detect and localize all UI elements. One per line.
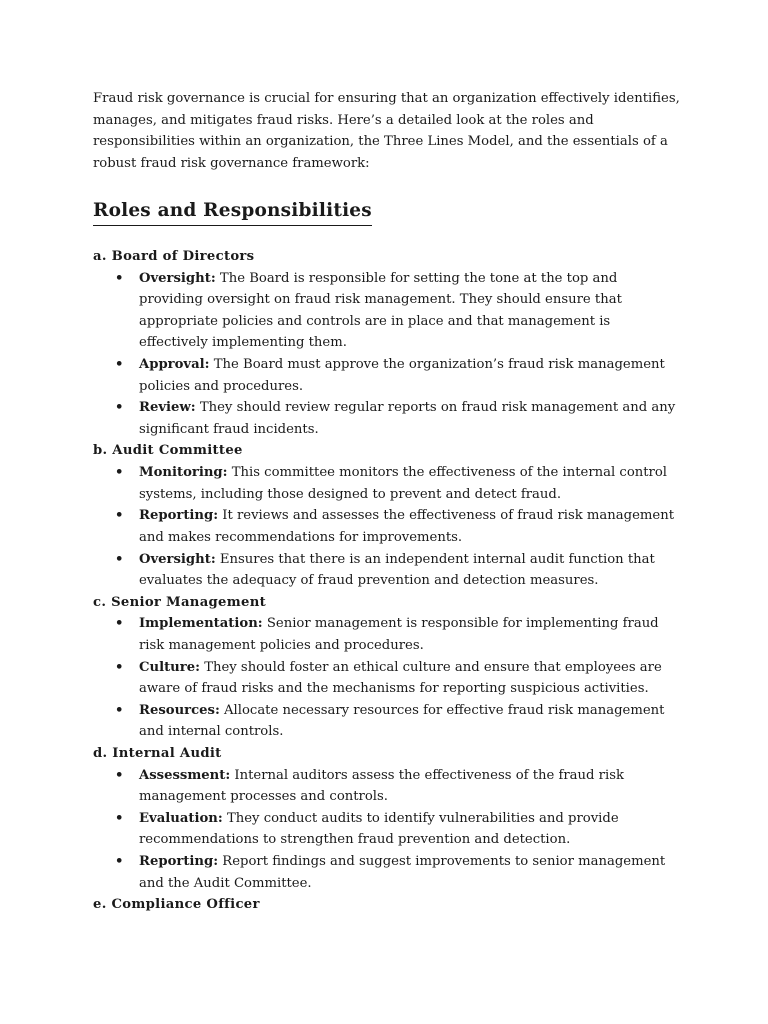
bullet-term: Approval: <box>139 357 210 373</box>
bullet-text: Internal auditors assess the effectiveness of the fraud risk management processes and controls. <box>139 767 624 805</box>
list-item <box>139 268 683 354</box>
bullet-term: Review: <box>139 400 196 416</box>
role-section-senior-management <box>93 592 683 743</box>
bullet-term: Oversight: <box>139 551 216 567</box>
bullet-text: They should review regular reports on fraud risk management and any significant fraud incidents. <box>139 400 676 437</box>
role-title: e. Compliance Officer <box>93 897 260 913</box>
bullet-text: Senior management is responsible for implementing fraud risk management policies and procedures. <box>139 616 659 654</box>
bullet-list <box>93 462 683 592</box>
bullet-list <box>93 765 683 895</box>
bullet-text: It reviews and assesses the effectiveness of fraud risk management and makes recommendations for improvements. <box>139 508 674 545</box>
list-item <box>139 851 683 894</box>
bullet-term: Reporting: <box>139 508 219 524</box>
role-section-board <box>93 246 683 440</box>
list-item <box>139 549 683 592</box>
role-title: b. Audit Committee <box>93 443 243 459</box>
bullet-term: Reporting: <box>139 854 219 870</box>
bullet-term: Culture: <box>139 659 200 675</box>
role-title: c. Senior Management <box>93 594 266 610</box>
bullet-term: Resources: <box>139 702 220 718</box>
bullet-text: Report findings and suggest improvements to senior management and the Audit Committee. <box>139 854 666 891</box>
roles-list <box>93 246 683 916</box>
bullet-text: Allocate necessary resources for effective fraud risk management and internal controls. <box>139 702 665 740</box>
bullet-text: The Board must approve the organization’s fraud risk management policies and procedures. <box>139 357 665 394</box>
list-item <box>139 397 683 440</box>
bullet-list <box>93 268 683 441</box>
bullet-term: Oversight: <box>139 270 216 286</box>
section-heading: Roles and Responsibilities <box>93 198 372 226</box>
bullet-term: Evaluation: <box>139 810 223 826</box>
role-title: a. Board of Directors <box>93 249 255 264</box>
intro-paragraph: Fraud risk governance is crucial for ensuring that an organization effectively identifies, manages, and mitigates fraud risks. Here’s a detailed look at the roles and responsibilities within an organization, the Three Lines Model, and the essentials of a robust fraud risk governance framework: <box>93 91 680 171</box>
role-section-audit-committee <box>93 440 683 591</box>
list-item <box>139 505 683 548</box>
list-item <box>139 808 683 851</box>
list-item <box>139 700 683 743</box>
bullet-term: Assessment: <box>139 767 231 783</box>
role-section-internal-audit <box>93 743 683 894</box>
bullet-list <box>93 613 683 743</box>
bullet-text: Ensures that there is an independent internal audit function that evaluates the adequacy of fraud prevention and detection measures. <box>139 551 655 589</box>
role-section-compliance-officer <box>93 894 683 916</box>
role-title: d. Internal Audit <box>93 745 222 761</box>
list-item <box>139 765 683 808</box>
list-item <box>139 354 683 397</box>
bullet-text: They conduct audits to identify vulnerabilities and provide recommendations to strengthen fraud prevention and detection. <box>139 810 619 848</box>
list-item <box>139 657 683 700</box>
bullet-text: The Board is responsible for setting the tone at the top and providing oversight on fraud risk management. They should ensure that appropriate policies and controls are in place and that management is effectively implementing them. <box>139 270 622 351</box>
list-item <box>139 462 683 505</box>
bullet-text: This committee monitors the effectiveness of the internal control systems, including those designed to prevent and detect fraud. <box>139 465 668 502</box>
bullet-term: Implementation: <box>139 616 263 632</box>
bullet-term: Monitoring: <box>139 465 228 481</box>
list-item <box>139 613 683 656</box>
bullet-text: They should foster an ethical culture and ensure that employees are aware of fraud risks and the mechanisms for reporting suspicious activities. <box>139 659 662 697</box>
